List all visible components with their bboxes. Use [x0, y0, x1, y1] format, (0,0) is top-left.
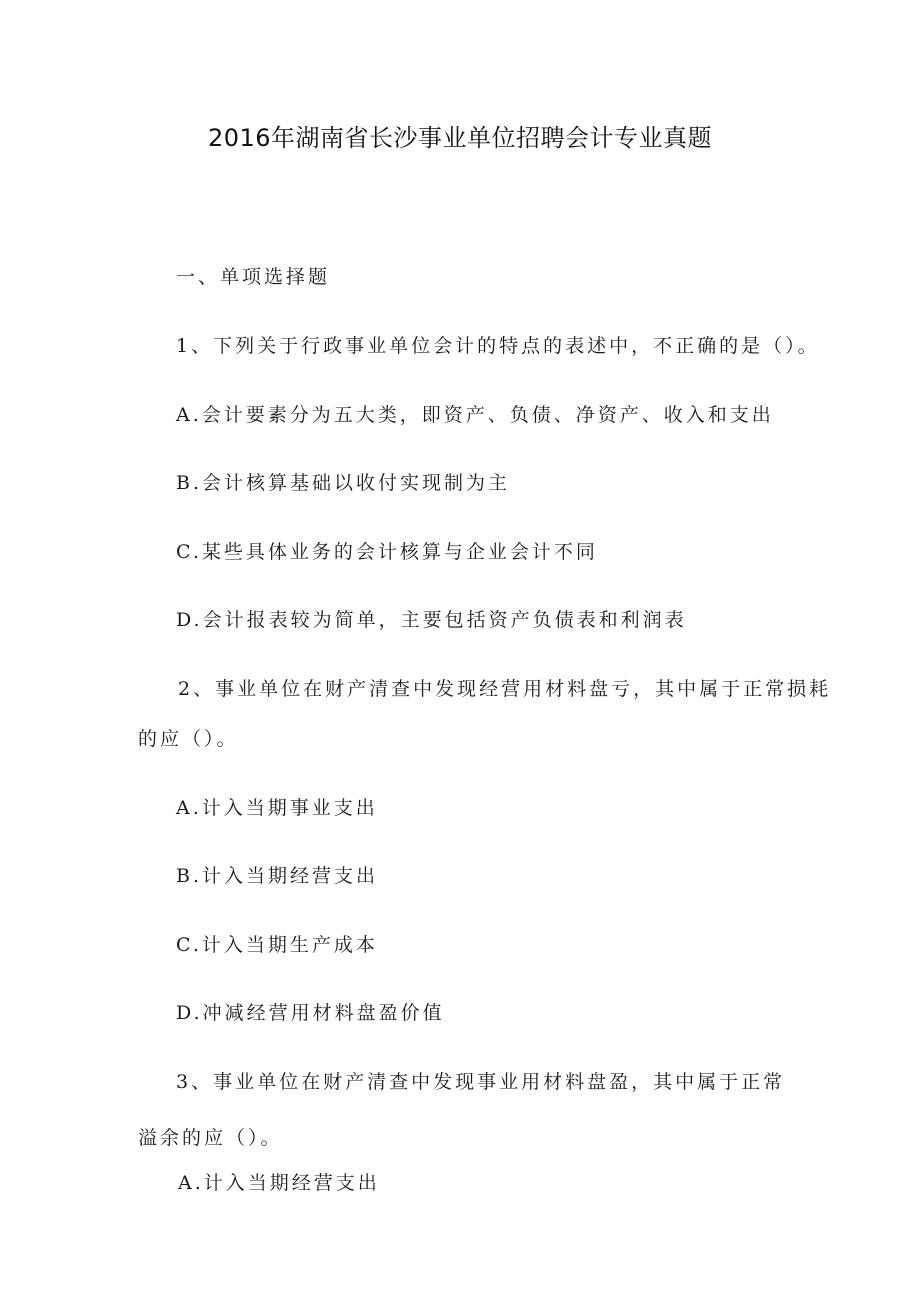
question-2-option-a: A.计入当期事业支出: [176, 797, 378, 819]
question-1-stem: 1、下列关于行政事业单位会计的特点的表述中，不正确的是（）。: [176, 335, 820, 357]
question-2-stem-line-2: 的应（）。: [138, 728, 239, 750]
question-1-option-b: B.会计核算基础以收付实现制为主: [176, 472, 511, 494]
question-1-option-d: D.会计报表较为简单，主要包括资产负债表和利润表: [176, 609, 687, 631]
question-3-option-a: A.计入当期经营支出: [178, 1172, 380, 1194]
question-2-option-c: C.计入当期生产成本: [176, 934, 378, 956]
question-1-option-c: C.某些具体业务的会计核算与企业会计不同: [176, 541, 598, 563]
question-3-stem-line-2: 溢余的应（）。: [138, 1127, 283, 1149]
question-2-stem-line-1: 2、事业单位在财产清查中发现经营用材料盘亏，其中属于正常损耗: [178, 678, 832, 700]
question-1-option-a: A.会计要素分为五大类，即资产、负债、净资产、收入和支出: [176, 404, 774, 426]
section-heading: 一、单项选择题: [176, 266, 331, 288]
question-2-option-b: B.计入当期经营支出: [176, 865, 379, 887]
question-3-stem-line-1: 3、事业单位在财产清查中发现事业用材料盘盈，其中属于正常: [176, 1071, 786, 1093]
question-2-option-d: D.冲减经营用材料盘盈价值: [176, 1002, 445, 1024]
document-title: 2016年湖南省长沙事业单位招聘会计专业真题: [207, 124, 713, 152]
